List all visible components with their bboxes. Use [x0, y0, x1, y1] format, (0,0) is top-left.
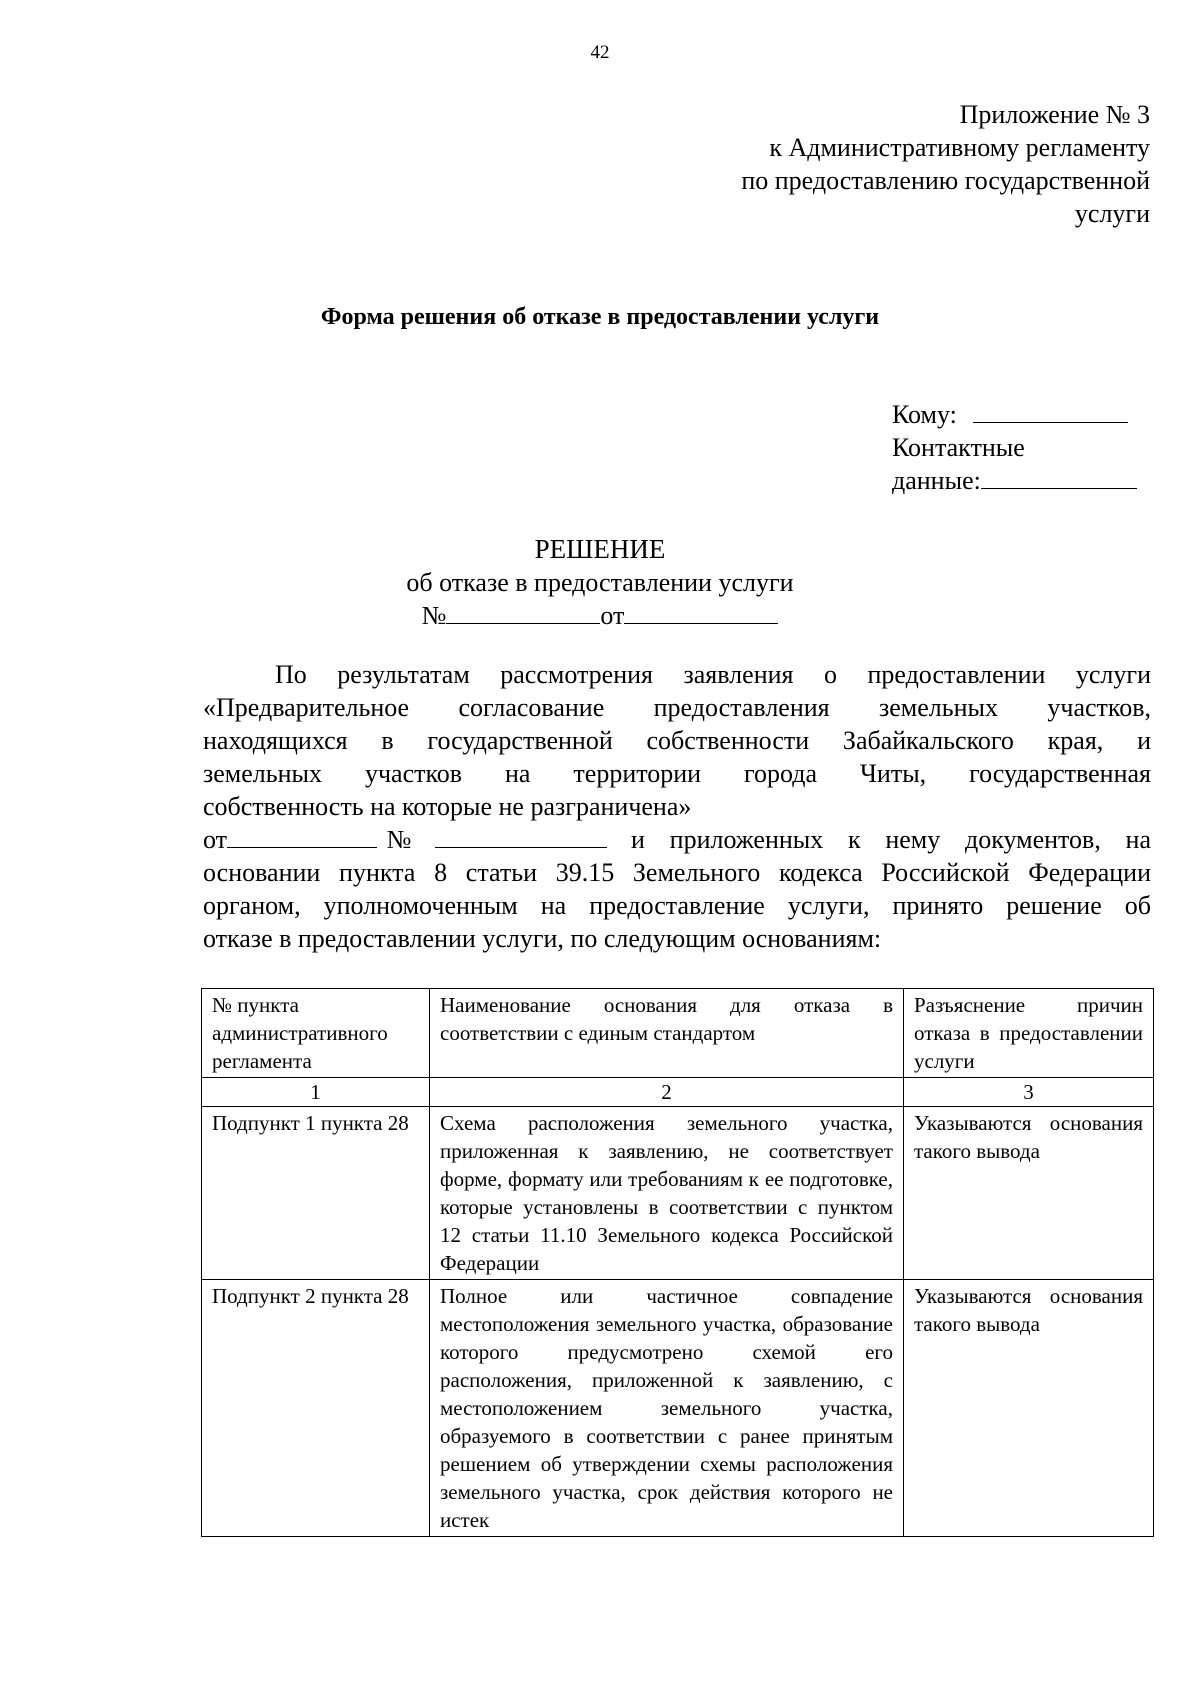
table-cell-explanation: Указываются основания такого вывода: [904, 1107, 1154, 1280]
recipient-contacts-row-2: [892, 464, 1172, 497]
body-line: земельных участков на территории города Читы, государственная: [203, 759, 1151, 788]
application-date-label: от: [203, 825, 228, 854]
decision-date-blank[interactable]: [624, 599, 778, 624]
form-title: Форма решения об отказе в предоставлении услуги: [320, 304, 880, 330]
table-row: [202, 1107, 1154, 1280]
recipient-contacts-label: данные:: [892, 466, 981, 495]
decision-header: [0, 533, 1200, 632]
application-number-label: №: [377, 825, 421, 854]
body-line: собственность на которые не разграничена»: [203, 792, 692, 821]
table-cell-explanation: Указываются основания такого вывода: [904, 1280, 1154, 1537]
table-cell-reason: Полное или частичное совпадение местоположения земельного участка, образование которого предусмотрено схемой его расположения, приложенной к заявлению, с местоположением земельного участка, образуемого в соответствии с ранее принятым решением об утверждении схемы расположения земельного участка, срок действия которого не истек: [430, 1280, 904, 1537]
table-header-row: [202, 989, 1154, 1078]
decision-body: [203, 658, 1151, 955]
body-line: «Предварительное согласование предоставления земельных участков,: [203, 693, 1151, 722]
table-cell-item: Подпункт 1 пункта 28: [202, 1107, 430, 1280]
decision-number-row: [0, 599, 1200, 632]
decision-number-blank[interactable]: [446, 599, 600, 624]
table-cell-item: Подпункт 2 пункта 28: [202, 1280, 430, 1537]
appendix-line: к Административному регламенту: [769, 133, 1150, 162]
appendix-block: [590, 98, 1150, 230]
decision-number-label: №: [421, 601, 447, 630]
body-line: находящихся в государственной собственности Забайкальского края, и: [203, 726, 1151, 755]
body-line: отказе в предоставлении услуги, по следующим основаниям:: [203, 924, 882, 953]
body-line: основании пункта 8 статьи 39.15 Земельного кодекса Российской Федерации: [203, 858, 1151, 887]
appendix-line: по предоставлению государственной: [741, 166, 1150, 195]
decision-date-label: от: [600, 601, 625, 630]
refusal-grounds-table-wrap: [201, 988, 1153, 1537]
table-row: [202, 1280, 1154, 1537]
decision-subtitle: об отказе в предоставлении услуги: [406, 568, 794, 597]
body-line: органом, уполномоченным на предоставление услуги, принято решение об: [203, 891, 1151, 920]
table-column-number-row: [202, 1078, 1154, 1107]
column-number-cell: 3: [904, 1078, 1154, 1107]
application-ref-rest: и приложенных к нему документов, на: [631, 825, 1152, 854]
refusal-grounds-table: [201, 988, 1154, 1537]
application-date-blank[interactable]: [227, 823, 377, 848]
column-number-cell: 1: [202, 1078, 430, 1107]
decision-title: РЕШЕНИЕ: [534, 534, 666, 564]
recipient-contacts-blank[interactable]: [981, 464, 1137, 489]
body-line: По результатам рассмотрения заявления о предоставлении услуги: [275, 660, 1151, 689]
table-header-cell: № пункта административного регламента: [202, 989, 430, 1078]
recipient-to-row: [892, 398, 1172, 431]
application-number-blank[interactable]: [435, 823, 607, 848]
table-header-cell: Разъяснение причин отказа в предоставлении услуги: [904, 989, 1154, 1078]
body-line-application-ref: [203, 823, 1151, 856]
page-number: 42: [590, 42, 610, 63]
recipient-to-blank[interactable]: [973, 398, 1128, 423]
table-cell-reason: Схема расположения земельного участка, приложенная к заявлению, не соответствует форме, формату или требованиям к ее подготовке, которые установлены в соответствии с пунктом 12 статьи 11.10 Земельного кодекса Российской Федерации: [430, 1107, 904, 1280]
appendix-line: Приложение № 3: [959, 100, 1150, 129]
recipient-block: [892, 398, 1172, 497]
column-number-cell: 2: [430, 1078, 904, 1107]
recipient-to-label: Кому:: [892, 400, 957, 429]
table-header-cell: Наименование основания для отказа в соответствии с единым стандартом: [430, 989, 904, 1078]
recipient-contacts-row-1: [892, 431, 1172, 464]
appendix-line: услуги: [1074, 199, 1150, 228]
recipient-contacts-label: Контактные: [892, 433, 1025, 462]
